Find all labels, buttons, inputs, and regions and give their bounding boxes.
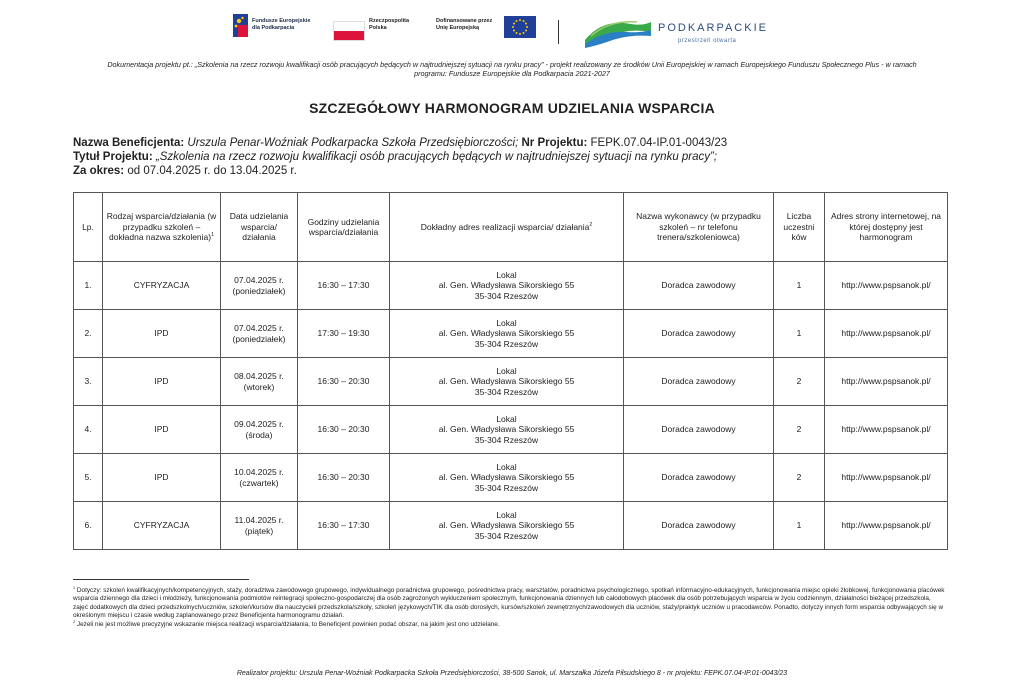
- cell-type: IPD: [103, 358, 221, 406]
- table-row: [74, 262, 948, 310]
- cell-hours: 16:30 – 20:30: [298, 406, 390, 454]
- address-line-1: Lokal: [496, 269, 517, 280]
- polish-flag-icon: [333, 21, 365, 41]
- table-row: [74, 358, 948, 406]
- cell-day-value: (środa): [245, 429, 273, 440]
- cell-date: [221, 358, 298, 406]
- address-line-1: Lokal: [496, 461, 517, 472]
- cell-hours: 16:30 – 17:30: [298, 502, 390, 550]
- period-value: od 07.04.2025 r. do 13.04.2025 r.: [127, 165, 297, 177]
- footnote-2-text: Jeżeli nie jest możliwe precyzyjne wskazanie miejsca realizacji wsparcia/działania, to Beneficjent powinien podać obszar, na jakim jest ono udzielane.: [76, 620, 500, 628]
- footnote-divider: [73, 579, 249, 580]
- cell-website: http://www.pspsanok.pl/: [825, 406, 948, 454]
- cell-date: [221, 310, 298, 358]
- cell-date-value: 07.04.2025 r.: [234, 323, 284, 333]
- footnote-1-mark: 1: [73, 585, 76, 590]
- cell-date-value: 09.04.2025 r.: [234, 419, 284, 429]
- podkarpackie-hills-icon: [583, 10, 653, 50]
- footnote-2-mark: 2: [73, 619, 76, 624]
- cell-type: IPD: [103, 406, 221, 454]
- cell-website: http://www.pspsanok.pl/: [825, 310, 948, 358]
- cell-date-value: 07.04.2025 r.: [234, 275, 284, 285]
- cell-address: [390, 262, 624, 310]
- cell-count: 2: [774, 406, 825, 454]
- address-line-3: 35-304 Rzeszów: [474, 386, 539, 397]
- cell-hours: 16:30 – 17:30: [298, 262, 390, 310]
- cell-lp: 4.: [74, 406, 103, 454]
- page-title: SZCZEGÓŁOWY HARMONOGRAM UDZIELANIA WSPARCIA: [309, 100, 715, 116]
- col-header-date: Data udzielania wsparcia/ działania: [221, 193, 298, 262]
- cell-lp: 5.: [74, 454, 103, 502]
- cell-contractor: Doradca zawodowy: [624, 502, 774, 550]
- beneficiary-value: Urszula Penar-Woźniak Podkarpacka Szkoła Przedsiębiorczości;: [187, 137, 519, 149]
- schedule-table: [73, 192, 948, 550]
- cell-type: CYFRYZACJA: [103, 262, 221, 310]
- footnote-1-text: Dotyczy: szkoleń kwalifikacyjnych/kompetencyjnych, staży, doradztwa zawodowego grupowego, indywidualnego poradnictwa grupowego, pośrednictwa pracy, warsztatów, poradnictwa psychologicznego, spotkań informacyjno-edukacyjnych, funkcjonowania miejsc opieki żłobkowej, funkcjonowania placówek wsparcia dziennego dla dzieci i młodzieży, funkcjonowania podmiotów reintegracji społeczno-gospodarczej dla osób zagrożonych wykluczeniem społecznym, funkcjonowania dziennych lub całodobowych placówek dla osób potrzebujących wsparcia w życiu codziennym, działalności bieżącej przedszkola, zajęć dodatkowych dla dzieci przedszkolnych/uczniów, szkoleń/kursów dla nauczycieli przedszkola/szkoły, szkoleń językowych/TIK dla osób dorosłych, kursów/szkoleń zewnętrznych/zawodowych dla uczniów, staży/praktyk uczniów u pracodawców. Ponadto, dotyczy innych form wsparcia odbywających się w określonym miejscu i czasie według zaplanowanego przez Beneficjenta harmonogramu działań.: [73, 587, 945, 620]
- address-line-1: Lokal: [496, 413, 517, 424]
- cell-contractor: Doradca zawodowy: [624, 358, 774, 406]
- rp-logo-text: Rzeczpospolita Polska: [369, 18, 410, 31]
- col-header-type: [103, 193, 221, 262]
- cell-date: [221, 262, 298, 310]
- cell-count: 1: [774, 262, 825, 310]
- cell-address: [390, 310, 624, 358]
- footnote-1: [73, 587, 947, 621]
- address-line-2: al. Gen. Władysława Sikorskiego 55: [438, 424, 575, 435]
- table-row: [74, 502, 948, 550]
- cell-website: http://www.pspsanok.pl/: [825, 358, 948, 406]
- period-label: Za okres:: [73, 165, 125, 177]
- cell-count: 2: [774, 454, 825, 502]
- cell-date-value: 11.04.2025 r.: [234, 515, 284, 525]
- project-number-label: Nr Projektu:: [521, 137, 588, 149]
- address-line-1: Lokal: [496, 509, 517, 520]
- cell-contractor: Doradca zawodowy: [624, 310, 774, 358]
- cell-lp: 6.: [74, 502, 103, 550]
- col-header-contractor: Nazwa wykonawcy (w przypadku szkoleń – nr telefonu trenera/szkoleniowca): [624, 193, 774, 262]
- cell-date-value: 10.04.2025 r.: [234, 467, 284, 477]
- cell-address: [390, 454, 624, 502]
- page-footer: Realizator projektu: Urszula Penar-Woźniak Podkarpacka Szkoła Przedsiębiorczości, 38-500 Sanok, ul. Marszałka Józefa Piłsudskiego 8 - nr projektu: FEPK.07.04-IP.01-0043/23: [236, 670, 788, 677]
- cell-day-value: (poniedziałek): [232, 285, 286, 296]
- project-documentation-note: Dokumentacja projektu pt.: „Szkolenia na rzecz rozwoju kwalifikacji osób pracujących będących w najtrudniejszej sytuacji na rynku pracy” - projekt realizowany ze środków Unii Europejskiej w ramach Europejskiego Funduszu Społecznego Plus - w ramach programu: Fundusze Europejskie dla Podkarpacia 2021-2027: [107, 60, 917, 78]
- logo-bar: [0, 10, 1024, 50]
- footnote-ref-2: 2: [589, 221, 593, 228]
- col-header-count: Liczba uczestni ków: [774, 193, 825, 262]
- cell-day-value: (poniedziałek): [232, 333, 286, 344]
- cell-hours: 16:30 – 20:30: [298, 454, 390, 502]
- address-line-2: al. Gen. Władysława Sikorskiego 55: [438, 280, 575, 291]
- cell-count: 1: [774, 502, 825, 550]
- beneficiary-line: [73, 136, 953, 150]
- beneficiary-label: Nazwa Beneficjenta:: [73, 137, 185, 149]
- fe-star-mark-icon: [233, 14, 248, 37]
- eu-flag-icon: [504, 16, 536, 38]
- project-title-line: [73, 150, 953, 164]
- address-line-3: 35-304 Rzeszów: [474, 482, 539, 493]
- cell-hours: 16:30 – 20:30: [298, 358, 390, 406]
- project-title-value: „Szkolenia na rzecz rozwoju kwalifikacji osób pracujących będących w najtrudniejszej sytuacji na rynku pracy”;: [155, 151, 718, 163]
- podkarpackie-slogan: przestrzeń otwarta: [678, 38, 737, 44]
- address-line-2: al. Gen. Władysława Sikorskiego 55: [438, 472, 575, 483]
- cell-date: [221, 454, 298, 502]
- address-line-2: al. Gen. Władysława Sikorskiego 55: [438, 520, 575, 531]
- fe-logo-text: Fundusze Europejskie dla Podkarpacia: [252, 18, 311, 31]
- project-number-value: FEPK.07.04-IP.01-0043/23: [590, 137, 728, 149]
- address-line-3: 35-304 Rzeszów: [474, 434, 539, 445]
- project-title-label: Tytuł Projektu:: [73, 151, 153, 163]
- address-line-1: Lokal: [496, 317, 517, 328]
- cell-website: http://www.pspsanok.pl/: [825, 262, 948, 310]
- cell-website: http://www.pspsanok.pl/: [825, 454, 948, 502]
- project-meta: [73, 136, 953, 178]
- cell-contractor: Doradca zawodowy: [624, 406, 774, 454]
- cell-type: IPD: [103, 454, 221, 502]
- cell-address: [390, 358, 624, 406]
- logo-separator: [558, 20, 559, 44]
- col-header-website: Adres strony internetowej, na której dostępny jest harmonogram: [825, 193, 948, 262]
- period-line: [73, 164, 953, 178]
- cell-type: CYFRYZACJA: [103, 502, 221, 550]
- cell-type: IPD: [103, 310, 221, 358]
- footnote-ref-1: 1: [211, 232, 214, 239]
- col-header-type-text: Rodzaj wsparcia/działania (w przypadku szkoleń – dokładna nazwa szkolenia): [106, 211, 217, 243]
- cell-contractor: Doradca zawodowy: [624, 454, 774, 502]
- cell-address: [390, 406, 624, 454]
- cell-hours: 17:30 – 19:30: [298, 310, 390, 358]
- cell-date: [221, 406, 298, 454]
- footnotes: [73, 587, 947, 629]
- footnote-2: [73, 621, 947, 629]
- cell-lp: 3.: [74, 358, 103, 406]
- cell-day-value: (czwartek): [239, 477, 279, 488]
- cell-date: [221, 502, 298, 550]
- table-row: [74, 310, 948, 358]
- table-row: [74, 406, 948, 454]
- cell-lp: 1.: [74, 262, 103, 310]
- cell-lp: 2.: [74, 310, 103, 358]
- table-row: [74, 454, 948, 502]
- col-header-address-text: Dokładny adres realizacji wsparcia/ działania: [420, 221, 590, 232]
- cell-count: 1: [774, 310, 825, 358]
- cell-day-value: (piątek): [244, 525, 274, 536]
- cell-address: [390, 502, 624, 550]
- address-line-3: 35-304 Rzeszów: [474, 530, 539, 541]
- address-line-3: 35-304 Rzeszów: [474, 290, 539, 301]
- col-header-hours: Godziny udzielania wsparcia/działania: [298, 193, 390, 262]
- cell-contractor: Doradca zawodowy: [624, 262, 774, 310]
- podkarpackie-name: PODKARPACKIE: [658, 22, 768, 34]
- ue-logo-text: Dofinansowane przez Unię Europejską: [436, 18, 493, 31]
- cell-date-value: 08.04.2025 r.: [234, 371, 284, 381]
- col-header-lp: Lp.: [74, 193, 103, 262]
- address-line-2: al. Gen. Władysława Sikorskiego 55: [438, 376, 575, 387]
- address-line-3: 35-304 Rzeszów: [474, 338, 539, 349]
- address-line-1: Lokal: [496, 365, 517, 376]
- cell-website: http://www.pspsanok.pl/: [825, 502, 948, 550]
- table-header-row: [74, 193, 948, 262]
- cell-count: 2: [774, 358, 825, 406]
- address-line-2: al. Gen. Władysława Sikorskiego 55: [438, 328, 575, 339]
- col-header-address: [390, 193, 624, 262]
- cell-day-value: (wtorek): [243, 381, 275, 392]
